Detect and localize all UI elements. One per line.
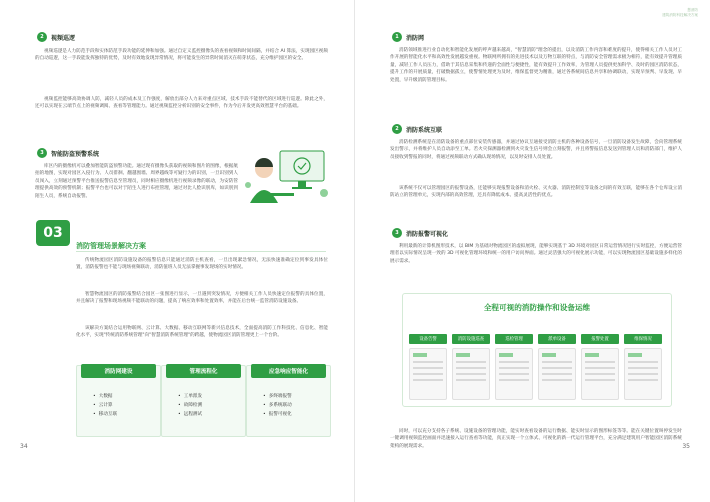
- phone-screen-mockup: [495, 348, 533, 400]
- page-number: 35: [682, 443, 690, 450]
- paragraph: 消防领域推进行业自动化和智能化发展的呼声越来越高，"智慧消防"理念的提出，以及消防工作内容和难度的提升，使得相关工作人员对工作开展的智能化水平和高效性发展越发重视。物联网所拥有的先进技术以及万物互联的特点，与消防安全管理需求极为相符，能有效提升管理质量，减轻工作人员压力，借助于其信息采集和传递的全面性与便捷性，能有效提升工作效率，为管理人员提供更加科学、及时的园区消防状态，提升工作的开展质量，打破数据孤立，使警情处理更为及时，维保监督更为精准，通过各系统间信息共享和协调联动，实现早预判、早发现、早处置，早升级消防管理目标。: [390, 48, 682, 83]
- paragraph: 传统物流园区消防设施设备的报警信息只能通过消防主机查看，一旦出现紧急情况，无法快速准确定位到事发具体位置，消防报警也不能与现场视频联动，消防值班人员无法掌握事发现场的实时情况。: [76, 258, 328, 271]
- feature-item: • 故障检测: [178, 401, 202, 410]
- feature-item: • 多终端报警: [263, 392, 292, 401]
- section-number-badge: 3: [392, 228, 402, 238]
- section-video-patrol-heading: [37, 32, 75, 42]
- feature-item: • 多系统联动: [263, 401, 292, 410]
- logo-line: 建筑消防科技解决方案: [662, 13, 698, 17]
- paragraph: 利用最新的计算机图形技术，以 BIM 为基础对物流园区的虚拟展现，能够实现基于 3D 环境对园区日常运营情况进行实时监控，方便运营管理者以实际情况呈现一致的 3D 可视化管理环境和统一的用户访问界面。通过灵活强大的可视化展示功能，可以实现物流园区基础设施多样化的展示需求。: [390, 244, 682, 264]
- paragraph: 库区内的摄像机可以叠加智能防盗预警功能。通过现有摄像头获取的视频和图片的图像，根据航拍的地图，实现对园区入侵行为、人员徘徊、翻越围墙、周界越线等可疑行为的识别，一旦识别到人员闯入，立刻通过预警平台推送报警信息至管理员，同时相应摄像机进行视频录像的联动，为安防管理提供高效的预警机制；报警平台也可以对于陌生人进行布控管理，通过对比人脸识别库，如识别到陌生人员，系统自动报警。: [35, 164, 238, 199]
- feature-item: • 远程测试: [178, 410, 202, 419]
- paragraph: 消防检测系统是在消防设备的重点部位安装传感器，并通过协议互通接受消防主机的各种设备信号，一旦消防设备发生故障，会向管理系统发出警示，并将维护人员自动添至工单。若火灾探测器检测到火灾发生信号则会立刻报警，并且将警报信息发送到管理人员和消防部门，维护人员接收到警报的同时，将通过视频联动方式确认现场情况，以及时安排人员处置。: [390, 140, 682, 160]
- paragraph: 视频巡逻是人力防范手段和实体防范手段功能的延伸和加强。通过自定义监控摄像头的查看视频和时间间隔，并结合 AI 算法，实现园区视频的自动巡逻，这一手段能发挥独特的优势，及时有效地发现异常情况，将可能发生的异常时间消灭在萌芽状态，充分维护园区的安全。: [35, 49, 328, 62]
- feature-box-title: 消防网建设: [81, 364, 156, 378]
- feature-box: [161, 365, 246, 437]
- page-number: 34: [20, 443, 28, 450]
- section-alarm-visualization-heading: [392, 228, 448, 238]
- ops-column-label: 派单设备: [538, 334, 576, 344]
- ops-column-label: 巡检管理: [495, 334, 533, 344]
- logo-line: 慧消防: [687, 8, 698, 12]
- chapter-number-badge: 03: [36, 220, 70, 246]
- paragraph: 视频监控能够高效协调人防，减轻人员的成本及工作强度，解放出部分人力来对重点区域、技术手段不能替代的区域进行巡逻。除此之外，还可以实现在云端节点上的视频调阅、查看等管理能力。通过视频监控分析识别的安全事件，作为今后开发更高效智慧平台的基础。: [35, 97, 328, 110]
- feature-box: [76, 365, 161, 437]
- ops-column: [624, 334, 662, 400]
- section-number-badge: 2: [392, 124, 402, 134]
- ops-column-label: 设备告警: [409, 334, 447, 344]
- feature-item: • 移动互联: [93, 410, 117, 419]
- feature-item: • 报警可视化: [263, 410, 292, 419]
- ops-column: [495, 334, 533, 400]
- phone-screen-mockup: [538, 348, 576, 400]
- section-number-badge: 1: [392, 32, 402, 42]
- section-title: 智能防盗预警系统: [51, 150, 100, 158]
- section-title: 消防报警可视化: [406, 230, 449, 238]
- section-antitheft-heading: [37, 148, 99, 158]
- section-number-badge: 2: [37, 32, 47, 42]
- paragraph: 同时，可以充分支持各子系统、设施设备的管理功能，能实时查看设备的运行数据、能实时显示的图形标签等等。能在关键位置叫停发生时一键调用视频监控画面并迅速接入运行查看等功能，真正实现一个立体式、可视化的新一代运行管理平台，充分满足建筑用户智能园区消防系统架构的展现需求。: [390, 429, 682, 449]
- ops-column: [581, 334, 619, 400]
- divider: [76, 251, 326, 252]
- operations-diagram: [402, 293, 672, 407]
- section-title: 视频巡逻: [51, 34, 76, 42]
- security-monitor-illustration: [240, 145, 340, 205]
- diagram-title: 全程可视的消防操作和设备运维: [483, 303, 591, 312]
- section-title: 消防网: [406, 34, 425, 42]
- phone-screen-mockup: [624, 348, 662, 400]
- feature-box-title: 应急响应智能化: [251, 364, 326, 378]
- feature-item: • 工单派发: [178, 392, 202, 401]
- section-fire-net-heading: [392, 32, 424, 42]
- chapter-title: 消防管理场景解决方案: [76, 242, 146, 250]
- section-system-interconnect-heading: [392, 124, 442, 134]
- feature-box: [246, 365, 331, 437]
- paragraph: 该系统不仅可以管理园区的报警设备，还能够实现报警设备和消火栓、灭火器、消防控制室等设备之间的有效互联，能够在各个仓库设立消防站立的管理单元，实现内部的高效管理，还具有降低成本、提高灵活性的优点。: [390, 186, 682, 199]
- ops-column: [452, 334, 490, 400]
- right-page: [355, 0, 710, 502]
- paragraph: 智慧物流园区的消防报警结合园区一张图进行显示，一旦遇到突发情况，方便相关工作人员快速定位报警的具体位置，并且解决了报警和现场视频不能联动的问题，提高了响应效率和处置效率，并能在后台统一监管消防设施设备。: [76, 292, 328, 305]
- phone-screen-mockup: [452, 348, 490, 400]
- phone-screen-mockup: [581, 348, 619, 400]
- section-title: 消防系统互联: [406, 126, 443, 134]
- ops-column: [409, 334, 447, 400]
- ops-column-label: 维保情况: [624, 334, 662, 344]
- feature-item: • 云计算: [93, 401, 117, 410]
- ops-column-label: 消防设施巡查: [452, 334, 490, 344]
- feature-box-title: 管理流程化: [166, 364, 241, 378]
- header-logo: [658, 8, 698, 22]
- phone-screen-mockup: [409, 348, 447, 400]
- feature-item: • 大数据: [93, 392, 117, 401]
- paragraph: 该解决方案结合运用物联网、云计算、大数据、移动互联网等新兴信息技术，全面提高消防工作科技化、信息化、智能化水平，实现"传统消防系统管理"向"智慧消防系统管理"的跨越，使物流园区消防管理更上一个台阶。: [76, 326, 328, 339]
- ops-column-label: 报警处置: [581, 334, 619, 344]
- section-number-badge: 3: [37, 148, 47, 158]
- ops-column: [538, 334, 576, 400]
